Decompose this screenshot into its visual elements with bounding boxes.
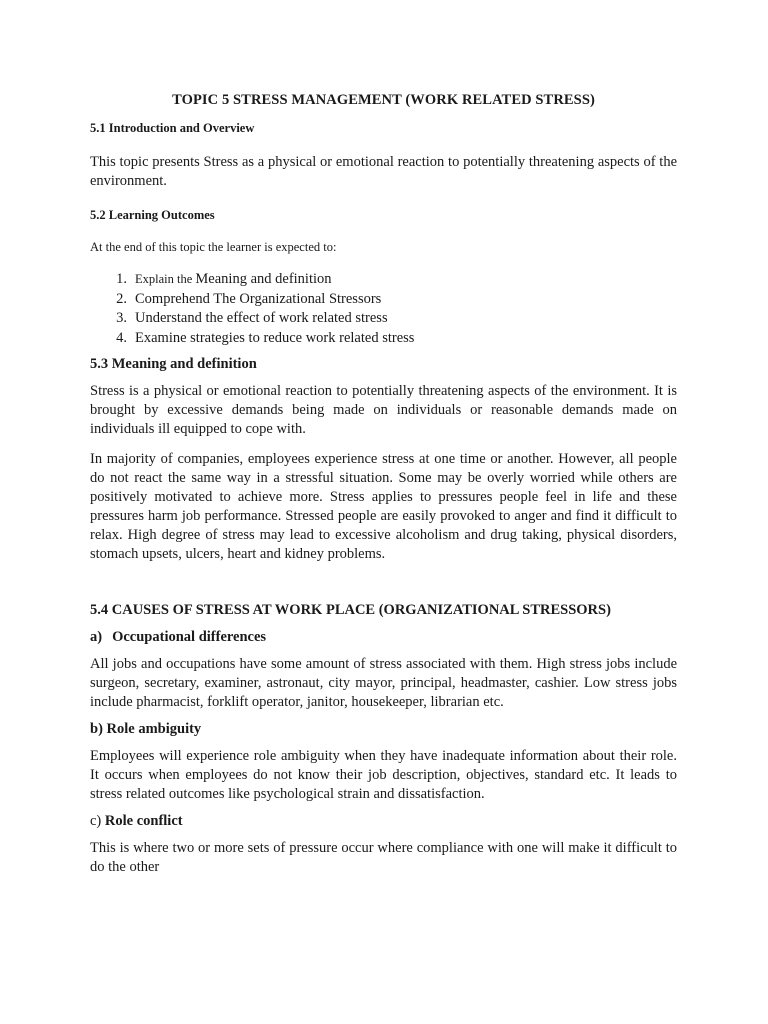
section-5-1-heading: 5.1 Introduction and Overview [90,121,255,135]
section-5-1-paragraph: This topic presents Stress as a physical or emotional reaction to potentially threatening aspects of the environment. [90,154,677,189]
list-item-number: 3. [116,310,127,326]
list-item [90,329,677,349]
learning-outcomes-intro: At the end of this topic the learner is expected to: [90,240,337,254]
list-item-text: Understand the effect of work related stress [135,310,388,326]
list-item-number: 1. [116,271,127,287]
section-5-3-heading: 5.3 Meaning and definition [90,356,257,372]
list-item-text: Examine strategies to reduce work related stress [135,329,415,346]
subsection-c-title: Role conflict [104,813,183,829]
list-item [90,290,677,310]
subsection-a-paragraph: All jobs and occupations have some amount of stress associated with them. High stress jobs include surgeon, secretary, examiner, astronaut, city mayor, principal, headmaster, cashier. Low stress jobs include pharmacist, forklift operator, janitor, housekeeper, librarian etc. [90,656,677,710]
list-item [90,270,677,290]
subsection-c-paragraph: This is where two or more sets of pressure occur where compliance with one will make it difficult to do the other [90,840,677,875]
subsection-c-heading [90,813,677,830]
document-page [90,92,677,877]
subsection-c-label: c) [90,813,105,829]
subsection-b-heading: b) Role ambiguity [90,721,202,737]
section-5-3-paragraph-2: In majority of companies, employees experience stress at one time or another. However, all people do not react the same way in a stressful situation. Some may be overly worried while others are positively motivated to achieve more. Stress applies to pressures people feel in life and these pressures harm job performance. Stressed people are easily provoked to anger and find it difficult to relax. High degree of stress may lead to excessive alcoholism and drug taking, physical disorders, stomach upsets, ulcers, heart and kidney problems. [90,451,677,562]
list-item-text: Comprehend The Organizational Stressors [135,290,382,307]
section-5-4-heading: 5.4 CAUSES OF STRESS AT WORK PLACE (ORGANIZATIONAL STRESSORS) [90,602,611,618]
list-item [90,309,677,329]
list-item-prefix: Explain the [135,272,196,286]
subsection-a-title: Occupational differences [112,629,267,645]
subsection-a-label: a) [90,629,103,645]
section-5-2-heading: 5.2 Learning Outcomes [90,208,215,222]
list-item-text: Meaning and definition [195,271,332,287]
list-item-number: 4. [116,329,127,346]
subsection-b-paragraph: Employees will experience role ambiguity when they have inadequate information about their role. It occurs when employees do not know their job description, objectives, standard etc. It leads to stress related outcomes like psychological strain and dissatisfaction. [90,748,677,802]
document-title: TOPIC 5 STRESS MANAGEMENT (WORK RELATED STRESS) [172,92,595,108]
subsection-a-heading [90,629,677,646]
list-item-number: 2. [116,290,127,307]
learning-outcomes-list [90,270,677,348]
section-5-3-paragraph-1: Stress is a physical or emotional reaction to potentially threatening aspects of the environment. It is brought by excessive demands being made on individuals or reasonable demands made on individuals ill equipped to cope with. [90,383,677,437]
